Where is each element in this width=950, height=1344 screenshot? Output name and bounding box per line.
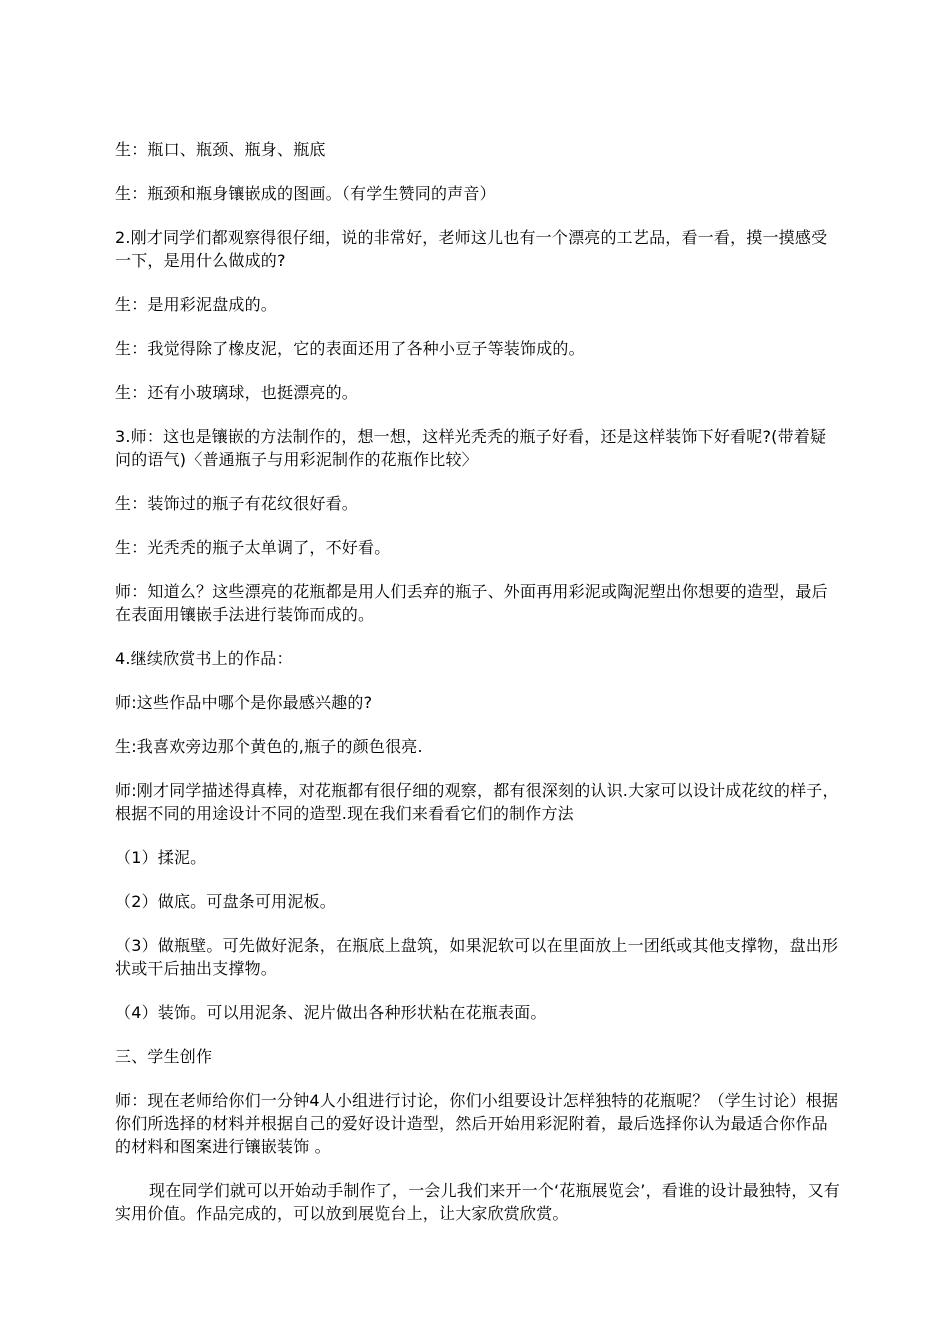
paragraph-method-1: （1）揉泥。 — [115, 848, 207, 867]
paragraph-answer-beans: 生：我觉得除了橡皮泥，它的表面还用了各种小豆子等装饰成的。 — [115, 339, 585, 358]
paragraph-answer-vase-parts: 生：瓶口、瓶颈、瓶身、瓶底 — [115, 140, 326, 159]
paragraph-answer-yellow: 生:我喜欢旁边那个黄色的,瓶子的颜色很亮. — [115, 737, 423, 756]
paragraph-method-2: （2）做底。可盘条可用泥板。 — [115, 892, 336, 911]
paragraph-step-3: 3.师：这也是镶嵌的方法制作的，想一想，这样光秃秃的瓶子好看，还是这样装饰下好看呢?(带着疑问的语气)〈普通瓶子与用彩泥制作的花瓶作比较〉 — [115, 427, 827, 469]
paragraph-method-4: （4）装饰。可以用泥条、泥片做出各种形状粘在花瓶表面。 — [115, 1003, 547, 1022]
paragraph-answer-plain: 生：光秃秃的瓶子太单调了，不好看。 — [115, 538, 391, 557]
paragraph-step-4: 4.继续欣赏书上的作品： — [115, 649, 293, 668]
paragraph-answer-glass-balls: 生：还有小玻璃球，也挺漂亮的。 — [115, 383, 359, 402]
paragraph-step-2: 2.刚才同学们都观察得很仔细，说的非常好，老师这儿也有一个漂亮的工艺品，看一看，摸一摸感受一下，是用什么做成的? — [115, 228, 828, 270]
paragraph-answer-inlay-picture: 生：瓶颈和瓶身镶嵌成的图画。（有学生赞同的声音） — [115, 184, 496, 203]
paragraph-answer-decorated: 生：装饰过的瓶子有花纹很好看。 — [115, 494, 359, 513]
paragraph-teacher-group-discussion: 师：现在老师给你们一分钟4人小组进行讨论，你们小组要设计怎样独特的花瓶呢？（学生讨论）根据你们所选择的材料并根据自己的爱好设计造型，然后开始用彩泥附着，最后选择你认为最适合你作品的材料和图案进行镶嵌装饰 。 — [115, 1091, 839, 1156]
section-heading-student-creation: 三、学生创作 — [115, 1047, 213, 1066]
paragraph-answer-clay: 生：是用彩泥盘成的。 — [115, 295, 278, 314]
paragraph-method-3: （3）做瓶壁。可先做好泥条，在瓶底上盘筑，如果泥软可以在里面放上一团纸或其他支撑物，盘出形状或干后抽出支撑物。 — [115, 936, 839, 978]
paragraph-teacher-question: 师:这些作品中哪个是你最感兴趣的? — [115, 693, 373, 712]
paragraph-exhibition: 现在同学们就可以开始动手制作了，一会儿我们来开一个‘花瓶展览会’，看谁的设计最独特，又有实用价值。作品完成的，可以放到展览台上，让大家欣赏欣赏。 — [115, 1181, 840, 1223]
document-page — [115, 138, 840, 1246]
paragraph-teacher-methods: 师:刚才同学描述得真棒，对花瓶都有很仔细的观察，都有很深刻的认识.大家可以设计成花纹的样子，根据不同的用途设计不同的造型.现在我们来看看它们的制作方法 — [115, 781, 839, 823]
paragraph-teacher-explain: 师：知道么？这些漂亮的花瓶都是用人们丢弃的瓶子、外面再用彩泥或陶泥塑出你想要的造型，最后在表面用镶嵌手法进行装饰而成的。 — [115, 582, 828, 624]
